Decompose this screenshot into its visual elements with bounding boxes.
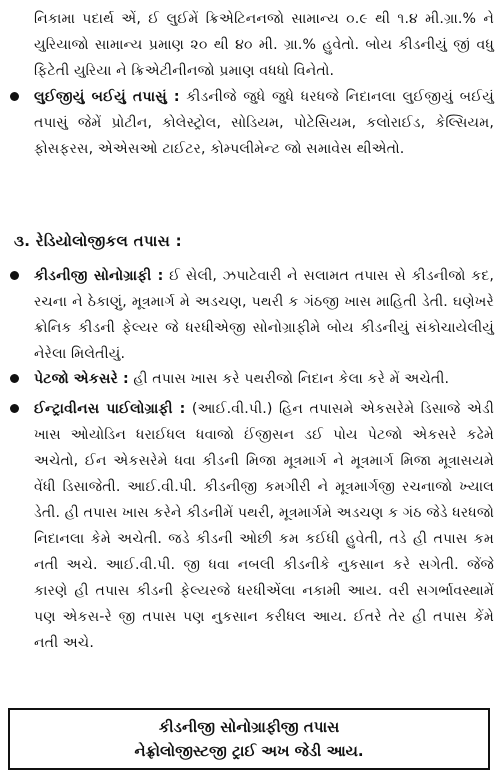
bullet-icon xyxy=(10,271,19,280)
blood-test-title: લુઈજીયું બઈયું તપાસું : xyxy=(34,89,180,105)
bullet-icon xyxy=(10,374,19,383)
ivp-text: (આઈ.વી.પી.) હિન તપાસમે એકસરેમે ડિસાજે એડી ખાસ ઓયોડિન ધરાઈધલ ધવાજો ઈંજીસન ડઈ પોય પેટજો એકસરે કઢેમે અચેતો, ઈન એકસરેમે ધવા કીડની મિજા મૂત્રમાર્ગ ને મૂત્રમાર્ગ મિજા મૂત્રાસયમે વેંધી ડિસાજેતી. આઈ.વી.પી. કીડનીજી કમગીરી ને મૂત્રમાર્ગજી રચનાજો ખ્યાલ ડેતી. હી તપાસ ખાસ કરેને કીડનીમેં પથરી, મૂત્રમાર્ગમે અડચણ ક ગંઠ જેડે ધરધજો નિદાનલા કેમે અચેતી. જડે કીડની ઓછી કમ કઈધી હુવેતી, તડે હી તપાસ કમ નતી અચે. આઈ.વી.પી. જી ધવા નબલી કીડનીકે નુકસાન કરે સગેતી. જેંજે કારણે હી તપાસ કીડની ફેલ્યરજે ધરધીએંલા નકામી આય. વરી સગર્ભાવસ્થામેં પણ એકસ-રે જી તપાસ પણ નુકસાન કરીધલ આય. ઈતરે તેર હી તપાસ કેંમે નતી અચે. xyxy=(34,401,494,651)
ivp-item xyxy=(10,396,494,656)
intro-paragraph: નિકામા પદાર્થ એં, ઈ લુઈમેં ક્રિએટિનનજો સામાન્ય ૦.૯ થી ૧.૪ મી.ગ્રા.% ને યુરિયાજો સામાન્ય પ્રમાણ ૨૦ થી ૪૦ મી. ગ્રા.% હુવેતો. બોય કીડનીયું જીં વધુ ફિટેતી યુરિયા ને ક્રિએટીનીનજો પ્રમાણ વધધો વિનેતો. xyxy=(34,11,494,79)
section-heading: ૩. રેડિયોલોજીકલ તપાસ : xyxy=(14,232,182,250)
blood-test-item xyxy=(10,84,494,162)
xray-title: પેટજો એકસરે : xyxy=(34,371,129,387)
xray-text: હી તપાસ ખાસ કરે પથરીજો નિદાન કેલા કરે મેં અચેતી. xyxy=(128,371,450,387)
sonography-title: કીડનીજી સોનોગ્રાફી : xyxy=(34,268,164,284)
blood-test-text: કીડનીજે જુધે જુધે ધરધજે નિદાનલા લુઈજીયું બઈયું તપાસું જેમેં પ્રોટીન, કોલેસ્ટ્રોલ, સોડિયમ, પોટેસિયમ, કલોરાઈડ, કેલ્સિયમ, ફોસફરસ, એએસઓ ટાઈટર, કોમ્પલીમેન્ટ જો સમાવેસ થીએતો. xyxy=(34,89,494,157)
note-line-2: નેફ્રોલોજીસ્ટજી ટ્રાઈ અખ જેડી આય. xyxy=(134,742,364,760)
sonography-text: ઈ સેલી, ઝપાટેવારી ને સલામત તપાસ સે કીડનીજો કદ, રચના ને ઠેકાણું, મૂત્રમાર્ગ મે અડચણ, પથરી ક ગંઠજી ખાસ માહિતી ડેતી. ઘણેખરે ક્રોનિક કીડની ફેલ્યર જે ધરધીએજી સોનોગ્રાફીમે બોય કીડનીયું સંકોચાયેલીયું નેરેલા મિલેતીયું. xyxy=(34,268,494,362)
sonography-item xyxy=(10,263,494,367)
note-box xyxy=(8,708,490,770)
ivp-title: ઈન્ટ્રાવીનસ પાઈલોગ્રાફી : xyxy=(34,401,186,417)
bullet-icon xyxy=(10,404,19,413)
bullet-icon xyxy=(10,92,19,101)
xray-item xyxy=(10,366,494,392)
note-line-1: કીડનીજી સોનોગ્રાફીજી તપાસ xyxy=(158,718,340,736)
